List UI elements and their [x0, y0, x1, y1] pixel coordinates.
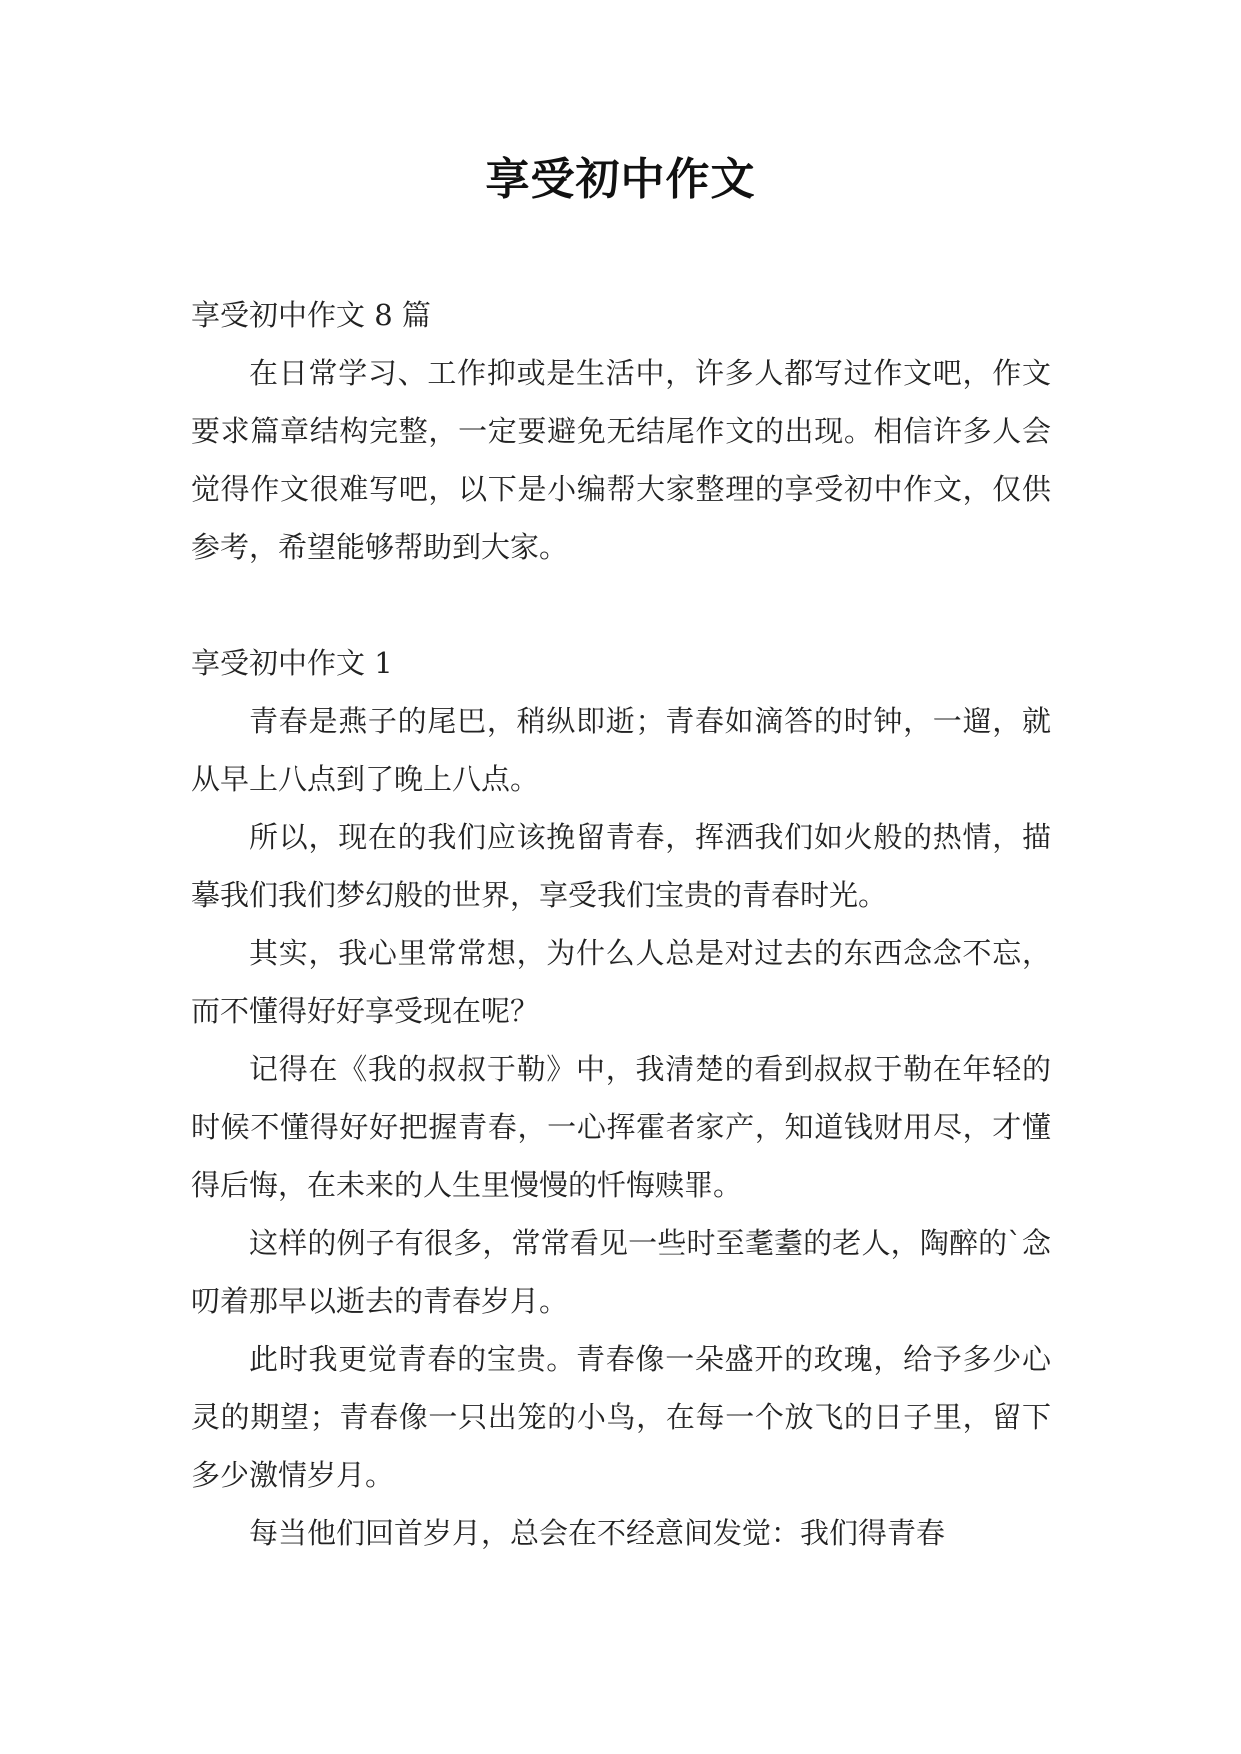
section-spacer [191, 576, 1051, 634]
section-heading: 享受初中作文 1 [191, 646, 393, 680]
body-paragraph: 青春是燕子的尾巴，稍纵即逝；青春如滴答的时钟，一遛，就从早上八点到了晚上八点。 [191, 704, 1051, 796]
body-paragraph: 这样的例子有很多，常常看见一些时至耄耋的老人，陶醉的`念叨着那早以逝去的青春岁月。 [191, 1226, 1051, 1318]
document-title: 享受初中作文 [485, 154, 756, 205]
body-paragraph: 其实，我心里常常想，为什么人总是对过去的东西念念不忘，而不懂得好好享受现在呢？ [191, 936, 1051, 1028]
body-paragraph: 所以，现在的我们应该挽留青春，挥洒我们如火般的热情，描摹我们我们梦幻般的世界，享受我们宝贵的青春时光。 [191, 820, 1051, 912]
body-paragraph: 每当他们回首岁月，总会在不经意间发觉：我们得青春 [249, 1516, 946, 1550]
document-body [191, 286, 1051, 1562]
collection-heading: 享受初中作文 8 篇 [191, 298, 431, 332]
body-paragraph: 记得在《我的叔叔于勒》中，我清楚的看到叔叔于勒在年轻的时候不懂得好好把握青春，一心挥霍者家产，知道钱财用尽，才懂得后悔，在未来的人生里慢慢的忏悔赎罪。 [191, 1052, 1051, 1202]
intro-paragraph: 在日常学习、工作抑或是生活中，许多人都写过作文吧，作文要求篇章结构完整，一定要避免无结尾作文的出现。相信许多人会觉得作文很难写吧，以下是小编帮大家整理的享受初中作文，仅供参考，希望能够帮助到大家。 [191, 356, 1051, 564]
body-paragraph: 此时我更觉青春的宝贵。青春像一朵盛开的玫瑰，给予多少心灵的期望；青春像一只出笼的小鸟，在每一个放飞的日子里，留下多少激情岁月。 [191, 1342, 1051, 1492]
